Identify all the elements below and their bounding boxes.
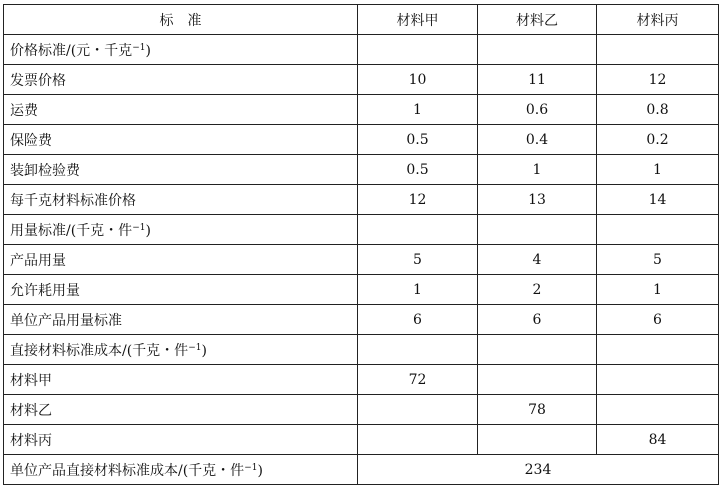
header-row bbox=[4, 5, 719, 35]
row-label: 材料乙 bbox=[4, 395, 358, 425]
row-label: 每千克材料标准价格 bbox=[4, 185, 358, 215]
cell-value bbox=[358, 425, 478, 455]
cell-value: 12 bbox=[358, 185, 478, 215]
row-label: 保险费 bbox=[4, 125, 358, 155]
cell-value: 84 bbox=[597, 425, 719, 455]
row-label: 材料丙 bbox=[4, 425, 358, 455]
cell-value bbox=[597, 35, 719, 65]
cell-value: 1 bbox=[478, 155, 597, 185]
cell-value: 0.2 bbox=[597, 125, 719, 155]
cell-value: 14 bbox=[597, 185, 719, 215]
row-label: 单位产品用量标准 bbox=[4, 305, 358, 335]
table-row bbox=[4, 335, 719, 365]
row-label: 直接材料标准成本/(千克・件$^{-1}$) bbox=[4, 335, 358, 365]
table-row bbox=[4, 395, 719, 425]
row-label: 用量标准/(千克・件$^{-1}$) bbox=[4, 215, 358, 245]
total-row bbox=[4, 455, 719, 485]
cell-value: 0.6 bbox=[478, 95, 597, 125]
header-material-a: 材料甲 bbox=[358, 5, 478, 35]
total-label: 单位产品直接材料标准成本/(千克・件$^{-1}$) bbox=[4, 455, 358, 485]
cell-value: 1 bbox=[597, 275, 719, 305]
table-row bbox=[4, 365, 719, 395]
cell-value: 2 bbox=[478, 275, 597, 305]
cell-value: 0.4 bbox=[478, 125, 597, 155]
header-material-b: 材料乙 bbox=[478, 5, 597, 35]
total-value: 234 bbox=[358, 455, 719, 485]
unit-exponent: −1 bbox=[244, 462, 258, 473]
row-label: 装卸检验费 bbox=[4, 155, 358, 185]
cell-value: 6 bbox=[597, 305, 719, 335]
table-row bbox=[4, 425, 719, 455]
row-label: 价格标准/(元・千克$^{-1}$) bbox=[4, 35, 358, 65]
cell-value: 0.5 bbox=[358, 155, 478, 185]
cell-value bbox=[358, 35, 478, 65]
unit-exponent: −1 bbox=[132, 222, 146, 233]
cell-value: 5 bbox=[597, 245, 719, 275]
cell-value: 11 bbox=[478, 65, 597, 95]
table-row bbox=[4, 155, 719, 185]
cell-value: 4 bbox=[478, 245, 597, 275]
row-label: 发票价格 bbox=[4, 65, 358, 95]
cell-value bbox=[358, 215, 478, 245]
table-row bbox=[4, 95, 719, 125]
cell-value bbox=[478, 215, 597, 245]
table-row bbox=[4, 185, 719, 215]
cell-value: 0.8 bbox=[597, 95, 719, 125]
cell-value bbox=[597, 335, 719, 365]
table-row bbox=[4, 245, 719, 275]
table-row bbox=[4, 35, 719, 65]
cell-value bbox=[478, 35, 597, 65]
row-label: 允许耗用量 bbox=[4, 275, 358, 305]
cell-value bbox=[597, 215, 719, 245]
unit-exponent: −1 bbox=[132, 42, 146, 53]
cell-value: 6 bbox=[478, 305, 597, 335]
cell-value bbox=[478, 425, 597, 455]
cell-value bbox=[478, 335, 597, 365]
cell-value: 1 bbox=[358, 95, 478, 125]
table-row bbox=[4, 215, 719, 245]
table-row bbox=[4, 275, 719, 305]
cell-value bbox=[358, 335, 478, 365]
cell-value: 13 bbox=[478, 185, 597, 215]
cell-value: 0.5 bbox=[358, 125, 478, 155]
cell-value bbox=[597, 395, 719, 425]
cell-value: 72 bbox=[358, 365, 478, 395]
table-row bbox=[4, 305, 719, 335]
cell-value bbox=[478, 365, 597, 395]
cell-value bbox=[358, 395, 478, 425]
header-standard: 标 准 bbox=[4, 5, 358, 35]
cell-value: 6 bbox=[358, 305, 478, 335]
cell-value: 1 bbox=[597, 155, 719, 185]
row-label: 产品用量 bbox=[4, 245, 358, 275]
header-material-c: 材料丙 bbox=[597, 5, 719, 35]
unit-exponent: −1 bbox=[188, 342, 202, 353]
standard-cost-table bbox=[3, 4, 719, 485]
table-row bbox=[4, 65, 719, 95]
cell-value: 10 bbox=[358, 65, 478, 95]
row-label: 运费 bbox=[4, 95, 358, 125]
row-label: 材料甲 bbox=[4, 365, 358, 395]
cell-value bbox=[597, 365, 719, 395]
cell-value: 12 bbox=[597, 65, 719, 95]
cell-value: 1 bbox=[358, 275, 478, 305]
table-row bbox=[4, 125, 719, 155]
cell-value: 78 bbox=[478, 395, 597, 425]
cell-value: 5 bbox=[358, 245, 478, 275]
